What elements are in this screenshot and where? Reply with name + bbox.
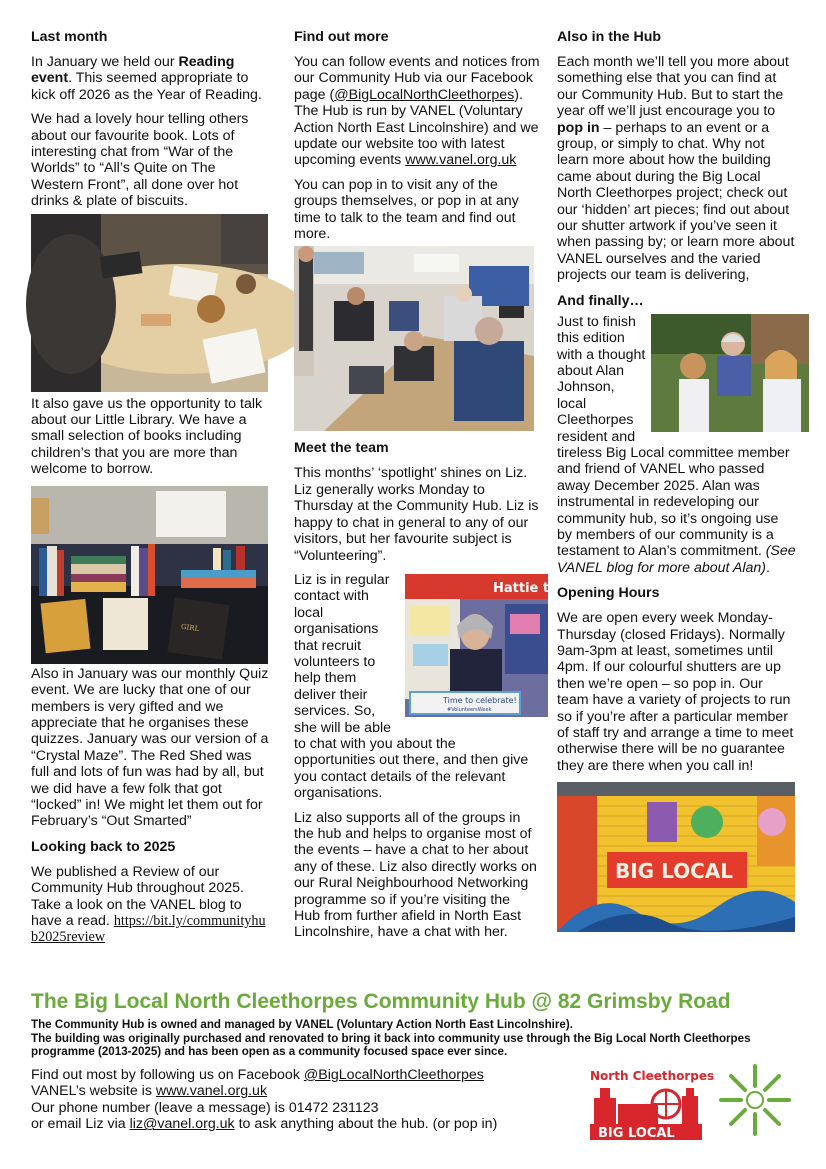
meet-the-team-heading: Meet the team	[294, 440, 389, 457]
reading-event-paragraph: In January we held our Reading event. This seemed appropriate to kick off 2026 as the Year of Reading.	[31, 54, 262, 103]
column-right	[557, 28, 797, 932]
footer-ownership-text: The Community Hub is owned and managed by VANEL (Voluntary Action North East Lincolnshire). The building was originally purchased and renovated to bring it back into community use through the Big Local North Cleethorpes programme (2013-2025) and has been open as a community focused space ever since.	[31, 1018, 751, 1059]
footer-phone-line: Our phone number (leave a message) is 01472 231123	[31, 1099, 379, 1116]
pop-in-paragraph: You can pop in to visit any of the groups themselves, or pop in at any time to talk to the team and find out more.	[294, 176, 519, 243]
photo-sign-tag: #VolunteersWeek	[447, 706, 492, 713]
liz-groups-paragraph: Liz also supports all of the groups in the hub and helps to organise most of the events – have a chat to her about any of these. Liz also directly works on our Rural Neighbourhood Networking programme so if you’re visiting the Hub from further afield in North East Lincolnshire, have a chat with her.	[294, 809, 537, 941]
alan-johnson-paragraph: Just to finish this edition with a thought about Alan Johnson, local Cleethorpes resident and tireless Big Local committee member and friend of VANEL who passed away December 2025. Alan was instrumental in redeveloping our community hub, so it’s ongoing use by members of our community is a testament to Alan’s commitment. (See VANEL blog for more about Alan).	[557, 313, 796, 576]
logo-bottom-text: BIG LOCAL	[598, 1126, 675, 1141]
vanel-website-link[interactable]: www.vanel.org.uk	[405, 152, 517, 169]
review-paragraph: We published a Review of our Community Hub throughout 2025. Take a look on the VANEL blog to have a read. https://bit.ly/communityhub2025review	[31, 863, 266, 946]
find-out-more-heading: Find out more	[294, 29, 389, 45]
footer-contact	[31, 1067, 571, 1133]
community-hub-room-photo	[294, 246, 534, 431]
last-month-heading: Last month	[31, 29, 108, 45]
column-middle	[294, 28, 556, 949]
looking-back-heading: Looking back to 2025	[31, 838, 176, 855]
footer-website-link[interactable]: www.vanel.org.uk	[155, 1083, 268, 1100]
footer-title: The Big Local North Cleethorpes Community Hub @ 82 Grimsby Road	[31, 990, 731, 1013]
liz-photo	[405, 574, 556, 717]
little-library-paragraph: It also gave us the opportunity to talk about our Little Library. We have a small selection of books including children’s that you are more than welcome to borrow.	[31, 395, 263, 478]
review-link[interactable]: https://bit.ly/communityhub2025review	[31, 912, 266, 946]
column-left	[31, 28, 269, 954]
liz-volunteering-paragraph: Liz is in regular contact with local organisations that recruit volunteers to help them deliver their services. So, she will be able to chat with you about the opportunities out there, and then give you contact details of the relevant organisations.	[294, 571, 529, 802]
svg-text:GIRL: GIRL	[180, 622, 200, 633]
logo-top-text: North Cleethorpes	[590, 1069, 715, 1083]
facebook-paragraph: You can follow events and notices from our Community Hub via our Facebook page (@BigLocalNorthCleethorpes). The Hub is run by VANEL (Voluntary Action North East Lincolnshire) and we update our website too with latest upcoming events www.vanel.org.uk	[294, 54, 540, 169]
footer-website-line: VANEL’s website is www.vanel.org.uk	[31, 1083, 268, 1100]
shutter-artwork-photo	[557, 782, 795, 932]
quiz-paragraph: Also in January was our monthly Quiz event. We are lucky that one of our members is very gifted and we appreciate that he organises these quizzes. January was our version of a “Crystal Maze”. The Red Shed was full and lots of fun was had by all, but we did have a few folk that got “locked” in! We might let them out for February’s “Out Smarted”	[31, 665, 269, 830]
footer-facebook-line: Find out most by following us on Facebook @BigLocalNorthCleethorpes	[31, 1067, 484, 1083]
and-finally-heading: And finally…	[557, 292, 644, 309]
also-in-hub-paragraph: Each month we’ll tell you more about something else that you can find at our Community Hub. But to start the year off we’ll just encourage you to pop in – perhaps to an event or a group, or simply to chat. Why not learn more about how the building came about during the Big Local North Cleethorpes project; check out our ‘hidden’ art pieces; find out about our shutter artwork if you’ve seen it when passing by; or learn more about VANEL ourselves and the varied projects our team is delivering,	[557, 54, 795, 284]
favourite-book-paragraph: We had a lovely hour telling others about our favourite book. Lots of interesting chat from “War of the Worlds” to “All’s Quite on The Western Front”, all done over hot drinks & plate of biscuits.	[31, 111, 249, 210]
little-library-photo	[31, 486, 268, 664]
alan-johnson-photo	[651, 314, 809, 432]
footer	[31, 990, 801, 1059]
facebook-page-link[interactable]: @BigLocalNorthCleethorpes	[334, 86, 515, 103]
opening-hours-paragraph: We are open every week Monday-Thursday (closed Fridays). Normally 9am-3pm at least, sometimes until 4pm. If our colourful shutters are up then we’re open – so pop in. Our team have a variety of projects to run so if you’re after a particular member of staff try and arrange a time to meet otherwise there will be no guarantee they are there when you call in!	[557, 610, 794, 774]
reading-event-photo	[31, 214, 268, 392]
also-in-hub-heading: Also in the Hub	[557, 29, 662, 45]
shutter-big-local-text: BIG LOCAL	[615, 859, 733, 884]
liz-spotlight-paragraph: This months’ ‘spotlight’ shines on Liz. Liz generally works Monday to Thursday at the Community Hub. Liz is happy to chat in general to any of our visitors, but her favourite subject is “Volunteering”.	[294, 465, 539, 564]
footer-facebook-link[interactable]: @BigLocalNorthCleethorpes	[303, 1067, 484, 1083]
photo-banner-text: Hattie tr	[493, 580, 556, 596]
footer-email-line: or email Liz via liz@vanel.org.uk to ask anything about the hub. (or pop in)	[31, 1116, 498, 1133]
sunburst-icon	[721, 1066, 789, 1134]
big-local-logo	[590, 1060, 800, 1140]
opening-hours-heading: Opening Hours	[557, 585, 660, 602]
photo-sign-text: Time to celebrate!	[443, 695, 517, 705]
footer-email-link[interactable]: liz@vanel.org.uk	[129, 1116, 235, 1133]
